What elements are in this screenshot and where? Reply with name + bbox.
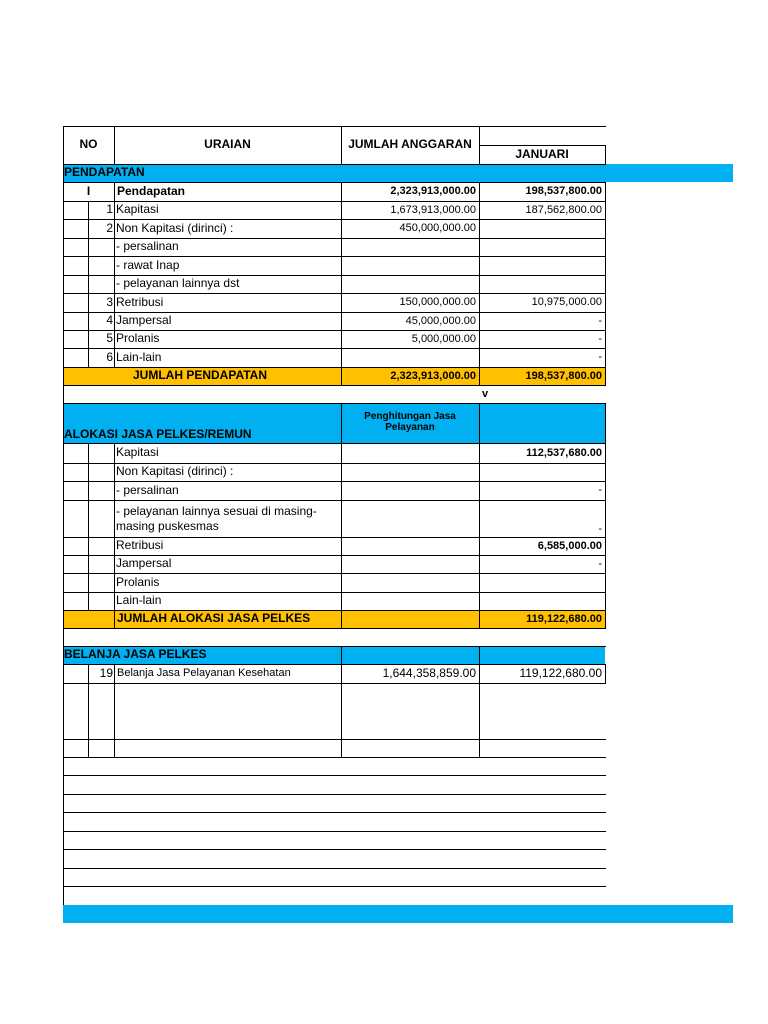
grid-line — [63, 385, 606, 386]
stray-v-mark: v — [482, 388, 489, 401]
alokasi-row-label: Non Kapitasi (dirinci) : — [116, 464, 234, 479]
pendapatan-row-anggaran: 5,000,000.00 — [411, 332, 476, 345]
jumlah-alokasi-label: JUMLAH ALOKASI JASA PELKES — [117, 611, 311, 626]
grid-line — [605, 182, 606, 385]
pendapatan-row-label: - rawat Inap — [116, 257, 180, 272]
pendapatan-row-no — [88, 275, 114, 293]
belanja-row-januari: 119,122,680.00 — [519, 665, 602, 680]
pendapatan-row-anggaran — [341, 348, 479, 367]
pendapatan-row-januari — [479, 256, 605, 275]
alokasi-row-label: - pelayanan lainnya sesuai di masing-masing puskesmas — [116, 504, 317, 533]
pendapatan-row-anggaran: 1,673,913,000.00 — [390, 203, 476, 216]
pendapatan-row-no: 6 — [106, 349, 113, 364]
pendapatan-row-label: - pelayanan lainnya dst — [116, 276, 240, 291]
grid-line — [605, 664, 606, 683]
pendapatan-row-label: Prolanis — [116, 331, 160, 346]
grid-line — [479, 646, 480, 757]
jumlah-pendapatan-label: JUMLAH PENDAPATAN — [133, 368, 267, 383]
header-jumlah-anggaran: JUMLAH ANGGARAN — [348, 137, 472, 152]
pendapatan-row-label: Jampersal — [116, 313, 172, 328]
alokasi-row-label: Jampersal — [116, 556, 172, 571]
grid-line — [63, 775, 606, 776]
belanja-row-label: Belanja Jasa Pelayanan Kesehatan — [117, 667, 291, 680]
pendapatan-row-januari — [479, 275, 605, 293]
pendapatan-row-label: Kapitasi — [116, 202, 159, 217]
alokasi-section-title: ALOKASI JASA PELKES/REMUN — [64, 426, 252, 441]
pendapatan-row-anggaran — [341, 256, 479, 275]
pendapatan-row-label: - persalinan — [116, 239, 179, 254]
alokasi-row-label: Kapitasi — [116, 445, 159, 460]
pendapatan-row-januari: 10,975,000.00 — [531, 296, 602, 309]
grid-line — [63, 849, 606, 850]
alokasi-row-januari — [479, 592, 605, 610]
grid-line — [88, 443, 89, 610]
grid-line — [63, 628, 606, 629]
alokasi-column-note: Penghitungan Jasa Pelayanan — [364, 410, 456, 433]
pendapatan-row-anggaran — [341, 238, 479, 256]
pendapatan-row-no — [88, 238, 114, 256]
alokasi-row-januari: - — [598, 484, 602, 497]
grid-line — [63, 739, 606, 740]
alokasi-row-januari: 6,585,000.00 — [537, 539, 602, 552]
alokasi-row-januari — [479, 573, 605, 592]
pendapatan-row-januari: 187,562,800.00 — [525, 203, 602, 216]
pendapatan-row-no — [88, 256, 114, 275]
pendapatan-row-januari: - — [598, 332, 602, 345]
pendapatan-row-januari: - — [598, 351, 602, 364]
grid-line — [63, 831, 606, 832]
pendapatan-row-no: 2 — [106, 220, 113, 235]
pendapatan-row-anggaran: 450,000,000.00 — [399, 222, 476, 235]
grid-line — [63, 126, 64, 905]
alokasi-row-januari: - — [598, 557, 602, 570]
alokasi-row-januari: - — [598, 522, 602, 535]
belanja-row-no: 19 — [99, 665, 113, 680]
header-uraian: URAIAN — [204, 137, 251, 152]
grid-line — [63, 886, 606, 887]
pendapatan-group-januari: 198,537,800.00 — [525, 185, 602, 198]
footer-band — [63, 905, 733, 923]
pendapatan-row-no: 5 — [106, 331, 113, 346]
jumlah-pendapatan-januari: 198,537,800.00 — [525, 369, 602, 382]
pendapatan-row-label: Non Kapitasi (dirinci) : — [116, 220, 234, 235]
alokasi-row-januari — [479, 463, 605, 481]
pendapatan-row-label: Lain-lain — [116, 349, 162, 364]
pendapatan-row-no: 3 — [106, 294, 113, 309]
pendapatan-row-januari — [479, 219, 605, 238]
header-januari: JANUARI — [515, 146, 569, 161]
grid-line — [605, 145, 606, 164]
pendapatan-row-januari — [479, 238, 605, 256]
pendapatan-row-anggaran — [341, 275, 479, 293]
grid-line — [63, 868, 606, 869]
alokasi-row-januari: 112,537,680.00 — [526, 446, 602, 459]
pendapatan-row-no: 4 — [106, 313, 113, 328]
grid-line — [63, 683, 606, 684]
pendapatan-row-label: Retribusi — [116, 294, 164, 309]
grid-line — [63, 812, 606, 813]
pendapatan-group-no: I — [86, 183, 91, 198]
alokasi-row-label: Retribusi — [116, 538, 164, 553]
alokasi-row-label: - persalinan — [116, 482, 179, 497]
grid-line — [341, 646, 342, 757]
jumlah-alokasi-januari: 119,122,680.00 — [526, 612, 602, 625]
jumlah-pendapatan-anggaran: 2,323,913,000.00 — [390, 369, 476, 382]
grid-line — [63, 757, 606, 758]
header-no: NO — [79, 137, 98, 152]
belanja-row-anggaran: 1,644,358,859.00 — [382, 665, 476, 680]
pendapatan-row-anggaran: 45,000,000.00 — [405, 314, 476, 327]
alokasi-row-label: Lain-lain — [116, 593, 162, 608]
pendapatan-section-title: PENDAPATAN — [64, 165, 145, 180]
pendapatan-row-no: 1 — [106, 202, 113, 217]
grid-line — [605, 403, 606, 628]
alokasi-row-label: Prolanis — [116, 574, 160, 589]
pendapatan-row-anggaran: 150,000,000.00 — [399, 296, 476, 309]
belanja-section-title: BELANJA JASA PELKES — [64, 647, 207, 662]
pendapatan-group-label: Pendapatan — [117, 183, 186, 198]
grid-line — [63, 794, 606, 795]
pendapatan-group-anggaran: 2,323,913,000.00 — [390, 185, 476, 198]
pendapatan-row-januari: - — [598, 314, 602, 327]
